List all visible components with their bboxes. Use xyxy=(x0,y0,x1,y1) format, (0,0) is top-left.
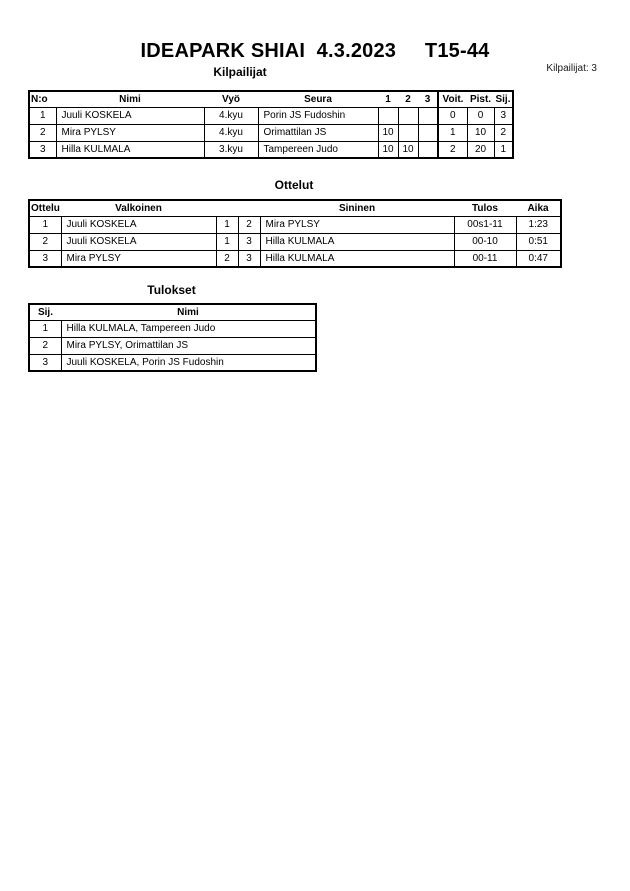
sij-cell: 2 xyxy=(494,124,513,141)
table-row xyxy=(29,107,513,124)
tulokset-table xyxy=(28,303,317,372)
sininen-num-cell: 2 xyxy=(238,216,260,233)
table-row xyxy=(29,320,316,337)
vyo-cell: 4.kyu xyxy=(204,107,258,124)
header-tulos: Tulos xyxy=(454,200,516,216)
nimi-cell: Hilla KULMALA xyxy=(56,141,204,158)
sij-cell: 1 xyxy=(29,320,61,337)
vyo-cell: 3.kyu xyxy=(204,141,258,158)
seura-cell: Tampereen Judo xyxy=(258,141,378,158)
sij-cell: 3 xyxy=(29,354,61,371)
sij-cell: 1 xyxy=(494,141,513,158)
tulokset-header-row xyxy=(29,304,316,320)
seura-cell: Orimattilan JS xyxy=(258,124,378,141)
nimi-cell: Mira PYLSY, Orimattilan JS xyxy=(61,337,316,354)
nimi-cell: Mira PYLSY xyxy=(56,124,204,141)
header-match1: 1 xyxy=(378,91,398,107)
sij-cell: 3 xyxy=(494,107,513,124)
tulos-cell: 00s1-11 xyxy=(454,216,516,233)
header-sij: Sij. xyxy=(29,304,61,320)
seura-cell: Porin JS Fudoshin xyxy=(258,107,378,124)
match1-cell xyxy=(378,107,398,124)
kilpailijat-header-row xyxy=(29,91,513,107)
match3-cell xyxy=(418,141,438,158)
tulos-cell: 00-11 xyxy=(454,250,516,267)
nimi-cell: Hilla KULMALA, Tampereen Judo xyxy=(61,320,316,337)
table-row xyxy=(29,216,561,233)
header-num1 xyxy=(216,200,238,216)
nimi-cell: Juuli KOSKELA xyxy=(56,107,204,124)
tulos-cell: 00-10 xyxy=(454,233,516,250)
header-voit: Voit. xyxy=(438,91,467,107)
match2-cell: 10 xyxy=(398,141,418,158)
header-nimi: Nimi xyxy=(61,304,316,320)
header-num2 xyxy=(238,200,260,216)
sininen-num-cell: 3 xyxy=(238,233,260,250)
header-no: N:o xyxy=(29,91,56,107)
ottelu-cell: 3 xyxy=(29,250,61,267)
header-seura: Seura xyxy=(258,91,378,107)
header-match3: 3 xyxy=(418,91,438,107)
table-row xyxy=(29,250,561,267)
valkoinen-cell: Mira PYLSY xyxy=(61,250,216,267)
table-row xyxy=(29,337,316,354)
sij-cell: 2 xyxy=(29,337,61,354)
aika-cell: 1:23 xyxy=(516,216,561,233)
valkoinen-num-cell: 1 xyxy=(216,216,238,233)
no-cell: 2 xyxy=(29,124,56,141)
ottelut-header-row xyxy=(29,200,561,216)
match3-cell xyxy=(418,107,438,124)
kilpailijat-table xyxy=(28,90,514,159)
header-ottelu: Ottelu xyxy=(29,200,61,216)
match2-cell xyxy=(398,124,418,141)
valkoinen-cell: Juuli KOSKELA xyxy=(61,216,216,233)
header-aika: Aika xyxy=(516,200,561,216)
voit-cell: 2 xyxy=(438,141,467,158)
voit-cell: 1 xyxy=(438,124,467,141)
sininen-cell: Mira PYLSY xyxy=(260,216,454,233)
table-row xyxy=(29,141,513,158)
vyo-cell: 4.kyu xyxy=(204,124,258,141)
pist-cell: 0 xyxy=(467,107,494,124)
sininen-cell: Hilla KULMALA xyxy=(260,250,454,267)
valkoinen-num-cell: 1 xyxy=(216,233,238,250)
kilpailijat-section-title: Kilpailijat xyxy=(213,65,267,79)
header-match2: 2 xyxy=(398,91,418,107)
ottelut-table xyxy=(28,199,562,268)
aika-cell: 0:51 xyxy=(516,233,561,250)
table-row xyxy=(29,233,561,250)
table-row xyxy=(29,124,513,141)
ottelu-cell: 1 xyxy=(29,216,61,233)
header-sininen: Sininen xyxy=(260,200,454,216)
nimi-cell: Juuli KOSKELA, Porin JS Fudoshin xyxy=(61,354,316,371)
valkoinen-num-cell: 2 xyxy=(216,250,238,267)
match1-cell: 10 xyxy=(378,124,398,141)
table-row xyxy=(29,354,316,371)
competitor-count-label: Kilpailijat: 3 xyxy=(546,63,597,74)
match3-cell xyxy=(418,124,438,141)
pist-cell: 10 xyxy=(467,124,494,141)
sininen-cell: Hilla KULMALA xyxy=(260,233,454,250)
aika-cell: 0:47 xyxy=(516,250,561,267)
pist-cell: 20 xyxy=(467,141,494,158)
voit-cell: 0 xyxy=(438,107,467,124)
header-vyo: Vyö xyxy=(204,91,258,107)
header-sij: Sij. xyxy=(494,91,513,107)
header-nimi: Nimi xyxy=(56,91,204,107)
no-cell: 3 xyxy=(29,141,56,158)
header-pist: Pist. xyxy=(467,91,494,107)
ottelu-cell: 2 xyxy=(29,233,61,250)
ottelut-section-title: Ottelut xyxy=(274,178,314,192)
match1-cell: 10 xyxy=(378,141,398,158)
header-valkoinen: Valkoinen xyxy=(61,200,216,216)
tulokset-section-title: Tulokset xyxy=(147,283,196,297)
page-title: IDEAPARK SHIAI 4.3.2023 T15-44 xyxy=(140,40,490,62)
no-cell: 1 xyxy=(29,107,56,124)
sininen-num-cell: 3 xyxy=(238,250,260,267)
match2-cell xyxy=(398,107,418,124)
valkoinen-cell: Juuli KOSKELA xyxy=(61,233,216,250)
